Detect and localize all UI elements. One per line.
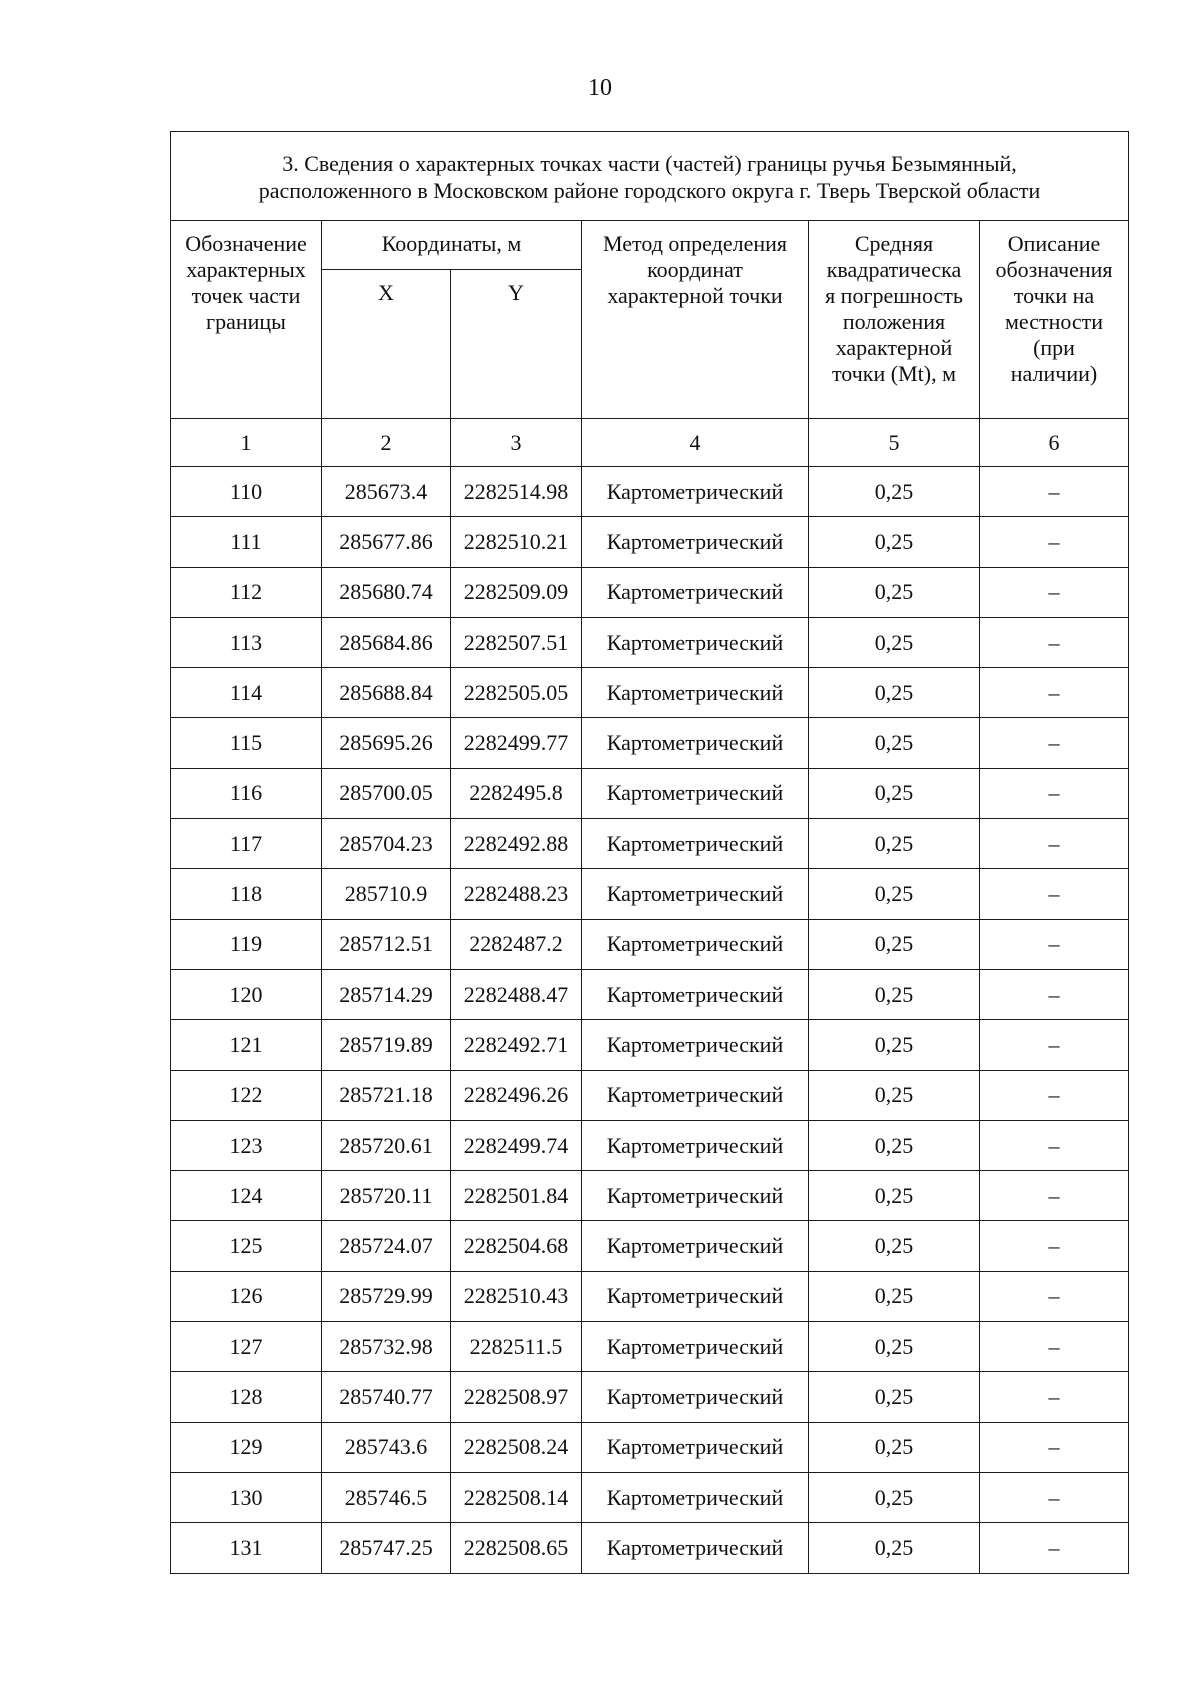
cell-mt: 0,25: [809, 567, 980, 617]
cell-description: –: [980, 869, 1129, 919]
cell-description: –: [980, 668, 1129, 718]
cell-method: Картометрический: [582, 919, 809, 969]
cell-mt: 0,25: [809, 919, 980, 969]
cell-y: 2282507.51: [451, 617, 582, 667]
cell-point-id: 122: [171, 1070, 322, 1120]
header-text: точки (Mt), м: [831, 361, 957, 386]
column-number: 5: [809, 419, 980, 467]
cell-x: 285743.6: [322, 1422, 451, 1472]
cell-point-id: 127: [171, 1322, 322, 1372]
cell-x: 285700.05: [322, 768, 451, 818]
header-text: Обозначение: [185, 231, 307, 256]
header-text: Метод определения: [602, 231, 788, 256]
cell-mt: 0,25: [809, 1120, 980, 1170]
caption-row: [171, 132, 1129, 221]
cell-y: 2282504.68: [451, 1221, 582, 1271]
column-number: 2: [322, 419, 451, 467]
header-text: характерных: [186, 257, 306, 282]
cell-y: 2282499.74: [451, 1120, 582, 1170]
cell-mt: 0,25: [809, 467, 980, 517]
table-row: [171, 517, 1129, 567]
header-text: квадратическа: [826, 257, 962, 282]
cell-x: 285695.26: [322, 718, 451, 768]
cell-description: –: [980, 617, 1129, 667]
cell-y: 2282488.47: [451, 969, 582, 1019]
cell-point-id: 115: [171, 718, 322, 768]
header-text: границы: [206, 309, 286, 334]
cell-mt: 0,25: [809, 1322, 980, 1372]
column-number: 1: [171, 419, 322, 467]
cell-x: 285719.89: [322, 1020, 451, 1070]
cell-mt: 0,25: [809, 1472, 980, 1522]
cell-mt: 0,25: [809, 1372, 980, 1422]
cell-mt: 0,25: [809, 718, 980, 768]
cell-x: 285721.18: [322, 1070, 451, 1120]
cell-description: –: [980, 1171, 1129, 1221]
table-row: [171, 1372, 1129, 1422]
table-header: [171, 132, 1129, 467]
cell-mt: 0,25: [809, 869, 980, 919]
header-text: положения: [842, 309, 946, 334]
header-text: характерной точки: [607, 283, 783, 308]
header-y: Y: [451, 270, 582, 419]
cell-y: 2282495.8: [451, 768, 582, 818]
cell-point-id: 128: [171, 1372, 322, 1422]
cell-y: 2282499.77: [451, 718, 582, 768]
cell-y: 2282492.71: [451, 1020, 582, 1070]
cell-y: 2282510.21: [451, 517, 582, 567]
header-text: точек части: [191, 283, 301, 308]
header-text: обозначения: [995, 257, 1113, 282]
cell-y: 2282508.24: [451, 1422, 582, 1472]
header-text: координат: [647, 257, 743, 282]
cell-y: 2282488.23: [451, 869, 582, 919]
table-row: [171, 1221, 1129, 1271]
cell-method: Картометрический: [582, 1523, 809, 1573]
cell-point-id: 114: [171, 668, 322, 718]
cell-method: Картометрический: [582, 1221, 809, 1271]
cell-point-id: 130: [171, 1472, 322, 1522]
table-row: [171, 467, 1129, 517]
cell-point-id: 121: [171, 1020, 322, 1070]
header-coordinates: Координаты, м: [322, 221, 582, 270]
cell-mt: 0,25: [809, 668, 980, 718]
cell-mt: 0,25: [809, 1020, 980, 1070]
cell-point-id: 116: [171, 768, 322, 818]
cell-x: 285740.77: [322, 1372, 451, 1422]
cell-y: 2282487.2: [451, 919, 582, 969]
header-mean-square-error: [809, 221, 980, 419]
cell-x: 285729.99: [322, 1271, 451, 1321]
header-text: точки на: [1013, 283, 1095, 308]
cell-description: –: [980, 1120, 1129, 1170]
cell-point-id: 125: [171, 1221, 322, 1271]
cell-description: –: [980, 1422, 1129, 1472]
header-description: [980, 221, 1129, 419]
header-point-designation: [171, 221, 322, 419]
boundary-points-table: [170, 131, 1129, 1574]
cell-mt: 0,25: [809, 1221, 980, 1271]
cell-point-id: 129: [171, 1422, 322, 1472]
cell-method: Картометрический: [582, 668, 809, 718]
cell-mt: 0,25: [809, 1171, 980, 1221]
column-number: 4: [582, 419, 809, 467]
table-row: [171, 919, 1129, 969]
table-row: [171, 969, 1129, 1019]
cell-description: –: [980, 1271, 1129, 1321]
table-row: [171, 768, 1129, 818]
cell-x: 285747.25: [322, 1523, 451, 1573]
cell-description: –: [980, 467, 1129, 517]
cell-description: –: [980, 819, 1129, 869]
header-x: X: [322, 270, 451, 419]
table-row: [171, 1271, 1129, 1321]
cell-mt: 0,25: [809, 1523, 980, 1573]
cell-description: –: [980, 1070, 1129, 1120]
cell-x: 285720.61: [322, 1120, 451, 1170]
cell-method: Картометрический: [582, 819, 809, 869]
page-number: 10: [588, 75, 612, 101]
cell-method: Картометрический: [582, 768, 809, 818]
table-row: [171, 668, 1129, 718]
table-row: [171, 1472, 1129, 1522]
caption-line-2: расположенного в Московском районе городского округа г. Тверь Тверской области: [258, 178, 1041, 203]
cell-point-id: 126: [171, 1271, 322, 1321]
table-body: [171, 467, 1129, 1574]
cell-point-id: 123: [171, 1120, 322, 1170]
cell-method: Картометрический: [582, 1472, 809, 1522]
cell-x: 285673.4: [322, 467, 451, 517]
cell-description: –: [980, 1221, 1129, 1271]
table-row: [171, 1070, 1129, 1120]
table-row: [171, 1120, 1129, 1170]
cell-x: 285704.23: [322, 819, 451, 869]
cell-method: Картометрический: [582, 617, 809, 667]
table-row: [171, 869, 1129, 919]
table-row: [171, 1020, 1129, 1070]
cell-mt: 0,25: [809, 969, 980, 1019]
cell-method: Картометрический: [582, 1070, 809, 1120]
cell-point-id: 124: [171, 1171, 322, 1221]
column-number-row: [171, 419, 1129, 467]
cell-method: Картометрический: [582, 1372, 809, 1422]
table-row: [171, 567, 1129, 617]
cell-point-id: 112: [171, 567, 322, 617]
cell-method: Картометрический: [582, 1171, 809, 1221]
cell-y: 2282508.14: [451, 1472, 582, 1522]
cell-description: –: [980, 1322, 1129, 1372]
cell-x: 285720.11: [322, 1171, 451, 1221]
cell-description: –: [980, 1020, 1129, 1070]
cell-description: –: [980, 919, 1129, 969]
cell-description: –: [980, 1472, 1129, 1522]
cell-mt: 0,25: [809, 768, 980, 818]
cell-y: 2282496.26: [451, 1070, 582, 1120]
cell-y: 2282508.65: [451, 1523, 582, 1573]
cell-description: –: [980, 768, 1129, 818]
caption-line-1: 3. Сведения о характерных точках части (частей) границы ручья Безымянный,: [282, 151, 1017, 176]
header-text: я погрешность: [825, 283, 963, 308]
cell-y: 2282492.88: [451, 819, 582, 869]
cell-point-id: 119: [171, 919, 322, 969]
cell-point-id: 110: [171, 467, 322, 517]
column-header-row: [171, 221, 1129, 270]
cell-x: 285684.86: [322, 617, 451, 667]
cell-y: 2282501.84: [451, 1171, 582, 1221]
cell-method: Картометрический: [582, 467, 809, 517]
cell-description: –: [980, 969, 1129, 1019]
cell-y: 2282514.98: [451, 467, 582, 517]
table-row: [171, 1171, 1129, 1221]
cell-x: 285732.98: [322, 1322, 451, 1372]
header-text: Средняя: [854, 231, 934, 256]
cell-x: 285714.29: [322, 969, 451, 1019]
table-caption: [171, 132, 1129, 221]
cell-x: 285746.5: [322, 1472, 451, 1522]
table-row: [171, 819, 1129, 869]
cell-method: Картометрический: [582, 969, 809, 1019]
header-text: (при: [1033, 335, 1075, 360]
table-row: [171, 1322, 1129, 1372]
column-number: 3: [451, 419, 582, 467]
cell-point-id: 111: [171, 517, 322, 567]
cell-method: Картометрический: [582, 1322, 809, 1372]
cell-method: Картометрический: [582, 567, 809, 617]
cell-point-id: 131: [171, 1523, 322, 1573]
cell-y: 2282510.43: [451, 1271, 582, 1321]
cell-mt: 0,25: [809, 1070, 980, 1120]
table-row: [171, 1523, 1129, 1573]
column-number: 6: [980, 419, 1129, 467]
table-row: [171, 718, 1129, 768]
cell-x: 285712.51: [322, 919, 451, 969]
cell-method: Картометрический: [582, 1120, 809, 1170]
cell-method: Картометрический: [582, 1422, 809, 1472]
cell-method: Картометрический: [582, 1020, 809, 1070]
cell-mt: 0,25: [809, 1271, 980, 1321]
table-row: [171, 1422, 1129, 1472]
cell-description: –: [980, 567, 1129, 617]
cell-mt: 0,25: [809, 1422, 980, 1472]
cell-description: –: [980, 517, 1129, 567]
cell-y: 2282509.09: [451, 567, 582, 617]
cell-description: –: [980, 718, 1129, 768]
cell-mt: 0,25: [809, 819, 980, 869]
header-text: местности: [1004, 309, 1104, 334]
cell-y: 2282505.05: [451, 668, 582, 718]
header-text: Описание: [1007, 231, 1101, 256]
cell-point-id: 120: [171, 969, 322, 1019]
cell-description: –: [980, 1372, 1129, 1422]
cell-method: Картометрический: [582, 718, 809, 768]
cell-x: 285688.84: [322, 668, 451, 718]
cell-x: 285710.9: [322, 869, 451, 919]
cell-y: 2282508.97: [451, 1372, 582, 1422]
cell-mt: 0,25: [809, 517, 980, 567]
cell-point-id: 117: [171, 819, 322, 869]
header-text: наличии): [1010, 361, 1098, 386]
cell-method: Картометрический: [582, 869, 809, 919]
header-text: характерной: [835, 335, 953, 360]
cell-point-id: 113: [171, 617, 322, 667]
cell-x: 285724.07: [322, 1221, 451, 1271]
cell-x: 285680.74: [322, 567, 451, 617]
cell-method: Картометрический: [582, 1271, 809, 1321]
cell-description: –: [980, 1523, 1129, 1573]
table-row: [171, 617, 1129, 667]
cell-x: 285677.86: [322, 517, 451, 567]
cell-point-id: 118: [171, 869, 322, 919]
cell-y: 2282511.5: [451, 1322, 582, 1372]
cell-method: Картометрический: [582, 517, 809, 567]
header-method: [582, 221, 809, 419]
cell-mt: 0,25: [809, 617, 980, 667]
